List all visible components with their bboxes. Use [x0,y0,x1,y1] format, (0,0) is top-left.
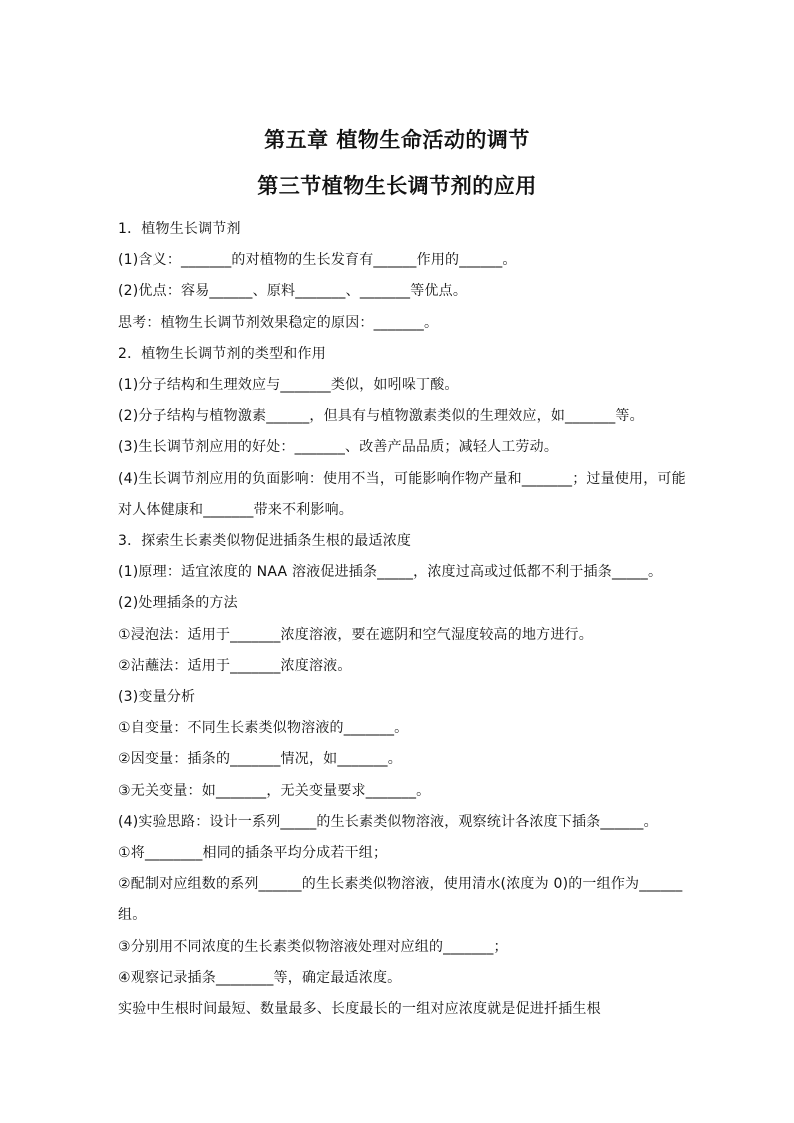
text-line: ②配制对应组数的系列______的生长素类似物溶液，使用清水(浓度为 0)的一组作为______ [118,876,683,893]
heading-3: 3．探索生长素类似物促进插条生根的最适浓度 [118,533,412,550]
text-line: (3)变量分析 [118,689,196,706]
text-line: ①自变量：不同生长素类似物溶液的_______。 [118,720,409,737]
document-body [118,214,686,1025]
text-line: (1)含义：_______的对植物的生长发育有______作用的______。 [118,252,517,269]
text-line: (1)原理：适宜浓度的 NAA 溶液促进插条_____，浓度过高或过低都不利于插条_____。 [118,564,663,581]
heading-2: 2．植物生长调节剂的类型和作用 [118,345,326,362]
text-line: (4)生长调节剂应用的负面影响：使用不当，可能影响作物产量和_______；过量使用，可能 [118,470,686,487]
text-line: ①将________相同的插条平均分成若干组； [118,845,388,862]
text-line: (4)实验思路：设计一系列_____的生长素类似物溶液，观察统计各浓度下插条______。 [118,813,658,830]
chapter-title: 第五章 植物生命活动的调节 [264,128,530,152]
text-line: ①浸泡法：适用于_______浓度溶液，要在遮阴和空气湿度较高的地方进行。 [118,626,593,643]
text-line: 思考：植物生长调节剂效果稳定的原因：_______。 [118,314,439,331]
text-line: ②沾蘸法：适用于_______浓度溶液。 [118,657,352,674]
text-line: (2)处理插条的方法 [118,595,238,612]
text-line: (2)优点：容易______、原料_______、_______等优点。 [118,283,468,300]
text-line: (3)生长调节剂应用的好处：_______、改善产品品质；减轻人工劳动。 [118,439,559,456]
text-line: 组。 [118,907,147,924]
text-line: ③无关变量：如_______，无关变量要求_______。 [118,782,431,799]
section-title: 第三节植物生长调节剂的应用 [257,174,537,198]
text-line: 对人体健康和_______带来不利影响。 [118,501,353,518]
text-line: ③分别用不同浓度的生长素类似物溶液处理对应组的_______； [118,938,508,955]
text-line: 实验中生根时间最短、数量最多、长度最长的一组对应浓度就是促进扦插生根 [118,1001,601,1018]
text-line: ④观察记录插条________等，确定最适浓度。 [118,969,402,986]
heading-1: 1．植物生长调节剂 [118,221,241,237]
text-line: (2)分子结构与植物激素______，但具有与植物激素类似的生理效应，如_______等。 [118,408,644,425]
text-line: ②因变量：插条的_______情况，如_______。 [118,751,402,768]
text-line: (1)分子结构和生理效应与_______类似，如吲哚丁酸。 [118,377,459,394]
